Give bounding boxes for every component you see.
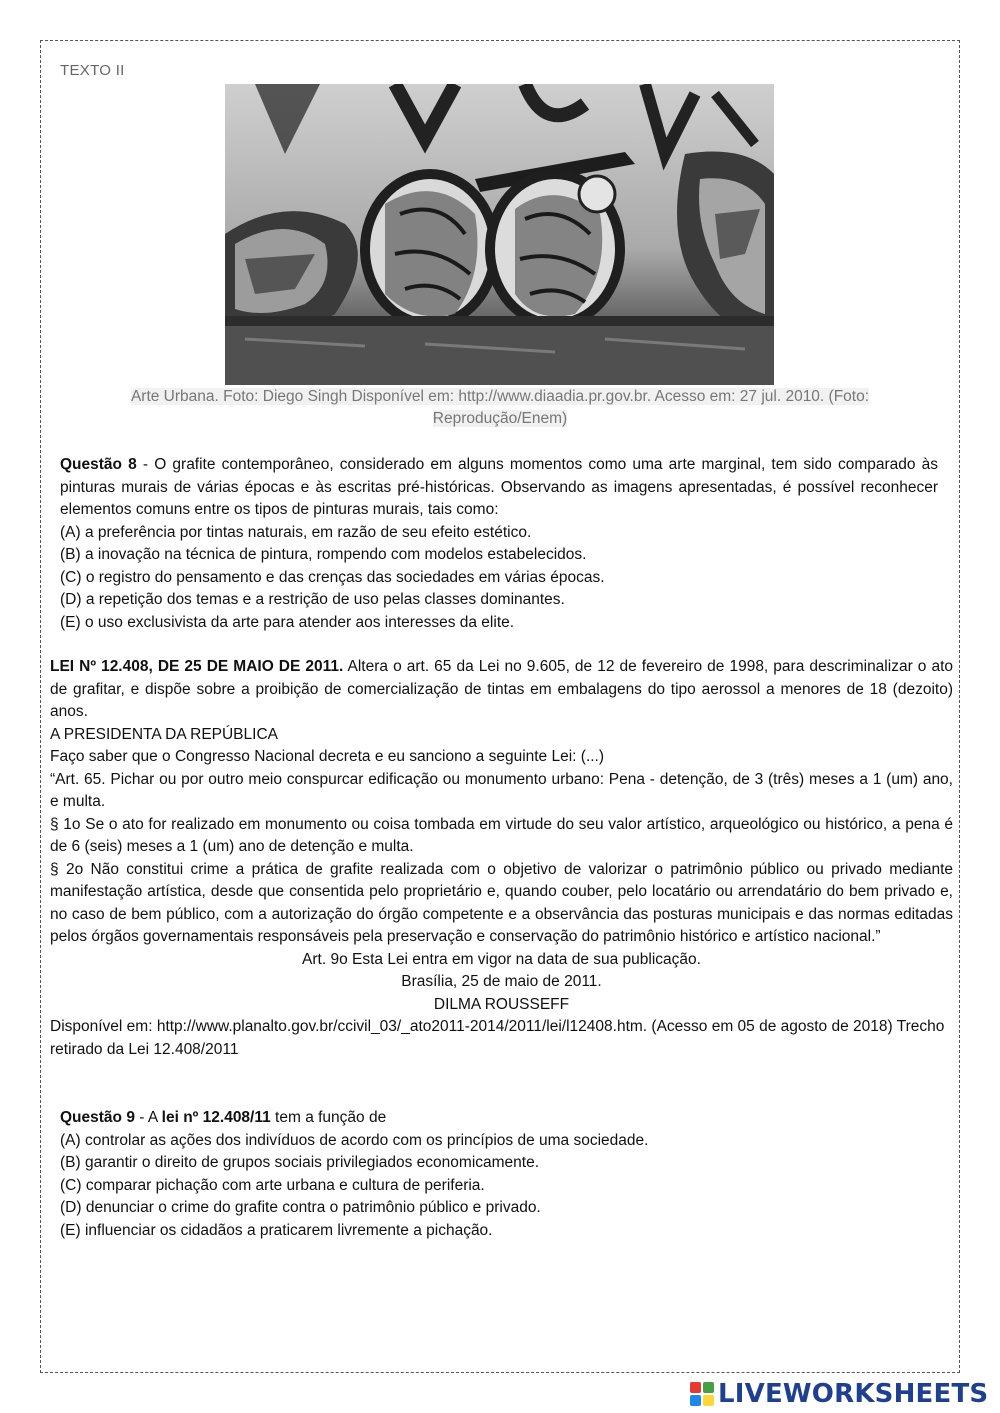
law-art65: “Art. 65. Pichar ou por outro meio conspurcar edificação ou monumento urbano: Pena - detenção, de 3 (três) meses a 1 (um) ano, e multa. xyxy=(50,770,953,810)
logo-square-2 xyxy=(703,1382,714,1393)
logo-grid-icon xyxy=(690,1382,714,1406)
law-header xyxy=(50,656,953,724)
question-9-label: Questão 9 xyxy=(60,1109,135,1126)
law-faco-saber: Faço saber que o Congresso Nacional decreta e eu sanciono a seguinte Lei: (...) xyxy=(50,748,605,765)
question-8-option-b[interactable]: (B) a inovação na técnica de pintura, rompendo com modelos estabelecidos. xyxy=(60,546,587,563)
question-8-option-c[interactable]: (C) o registro do pensamento e das crenças das sociedades em várias épocas. xyxy=(60,568,605,586)
law-excerpt xyxy=(50,656,953,1061)
question-8-label: Questão 8 xyxy=(60,456,137,473)
question-9 xyxy=(60,1107,940,1242)
liveworksheets-logo[interactable] xyxy=(690,1380,988,1408)
law-summary: Altera o art. 65 da Lei no 9.605, de 12 de fevereiro de 1998, para descriminalizar o ato de grafitar, e dispõe sobre a proibição de comercialização de tintas em embalagens do tipo aerossol a menores de 18 (dezoito) anos. xyxy=(50,658,953,720)
question-9-prefix: - A xyxy=(134,1109,162,1126)
image-caption xyxy=(80,386,920,430)
law-signature: DILMA ROUSSEFF xyxy=(433,995,570,1013)
question-8 xyxy=(60,454,938,634)
question-8-stem xyxy=(60,454,938,522)
question-9-option-e[interactable]: (E) influenciar os cidadãos a praticarem livremente a pichação. xyxy=(60,1221,493,1239)
logo-square-3 xyxy=(690,1395,701,1406)
graffiti-photo xyxy=(225,84,774,385)
logo-square-4 xyxy=(703,1395,714,1406)
question-8-option-d[interactable]: (D) a repetição dos temas e a restrição de uso pelas classes dominantes. xyxy=(60,591,565,608)
texto-label: TEXTO II xyxy=(60,62,125,79)
law-presidenta: A PRESIDENTA DA REPÚBLICA xyxy=(50,725,278,743)
law-art9: Art. 9o Esta Lei entra em vigor na data de sua publicação. xyxy=(302,950,701,968)
logo-text: LIVEWORKSHEETS xyxy=(718,1379,989,1409)
question-8-option-a[interactable]: (A) a preferência por tintas naturais, em razão de seu efeito estético. xyxy=(60,523,532,541)
law-source: Disponível em: http://www.planalto.gov.br/ccivil_03/_ato2011-2014/2011/lei/l12408.htm. (Acesso em 05 de agosto de 2018) Trecho retirado da Lei 12.408/2011 xyxy=(50,1018,945,1058)
question-9-law-ref: lei nº 12.408/11 xyxy=(161,1109,271,1126)
question-9-option-d[interactable]: (D) denunciar o crime do grafite contra o patrimônio público e privado. xyxy=(60,1199,541,1216)
question-9-option-c[interactable]: (C) comparar pichação com arte urbana e cultura de periferia. xyxy=(60,1176,485,1194)
caption-text: Arte Urbana. Foto: Diego Singh Disponível em: http://www.diaadia.pr.gov.br. Acesso em: 27 jul. 2010. (Foto: Reprodução/Enem) xyxy=(130,388,870,427)
question-9-option-b[interactable]: (B) garantir o direito de grupos sociais privilegiados economicamente. xyxy=(60,1154,540,1171)
law-place-date: Brasília, 25 de maio de 2011. xyxy=(401,973,602,990)
question-9-option-a[interactable]: (A) controlar as ações dos indivíduos de acordo com os princípios de uma sociedade. xyxy=(60,1131,649,1149)
law-paragraph-1: § 1o Se o ato for realizado em monumento ou coisa tombada em virtude do seu valor artístico, arqueológico ou histórico, a pena é de 6 (seis) meses a 1 (um) ano de detenção e multa. xyxy=(50,815,953,855)
question-8-text: - O grafite contemporâneo, considerado em alguns momentos como uma arte marginal, tem sido comparado às pinturas murais de várias épocas e às escritas pré-históricas. Observando as imagens apresentadas, é possível reconhecer elementos comuns entre os tipos de pinturas murais, tais como: xyxy=(60,456,938,518)
question-8-option-e[interactable]: (E) o uso exclusivista da arte para atender aos interesses da elite. xyxy=(60,613,515,631)
law-title: LEI Nº 12.408, DE 25 DE MAIO DE 2011. xyxy=(50,658,344,675)
question-9-stem xyxy=(60,1107,940,1130)
law-paragraph-2: § 2o Não constitui crime a prática de grafite realizada com o objetivo de valorizar o patrimônio público ou privado mediante manifestação artística, desde que consentida pelo proprietário e, quando couber, pelo locatário ou arrendatário do bem privado e, no caso de bem público, com a autorização do órgão competente e a observância das posturas municipais e das normas editadas pelos órgãos governamentais responsáveis pela preservação e conservação do patrimônio histórico e artístico nacional.” xyxy=(50,860,953,945)
question-9-suffix: tem a função de xyxy=(270,1109,387,1126)
logo-square-1 xyxy=(690,1382,701,1393)
